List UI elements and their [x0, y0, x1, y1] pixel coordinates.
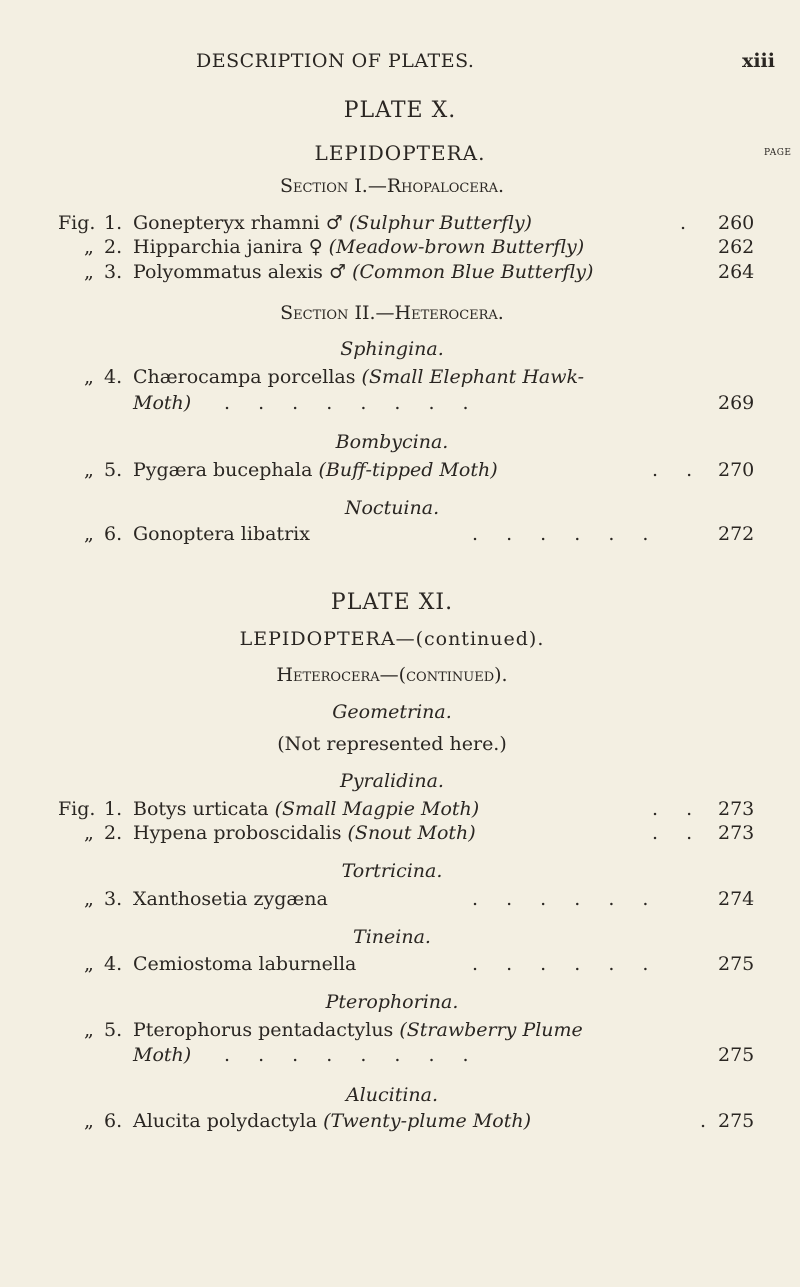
entry-page: 275: [718, 953, 755, 975]
common-name: (Sulphur Butterfly): [348, 212, 532, 234]
leader-dots: . . . . . . . .: [224, 392, 480, 414]
leader-dots: .: [700, 1110, 707, 1132]
entry-page: 262: [718, 236, 755, 258]
family-heading: Pterophorina.: [325, 991, 459, 1013]
page-column-label: PAGE: [764, 148, 792, 158]
family-heading: Tineina.: [353, 926, 431, 948]
plate-xi-section: Heterocera—(continued).: [276, 664, 508, 686]
entry-text: [133, 953, 356, 975]
entry-number: 5.: [104, 1019, 123, 1041]
entry-text: [133, 236, 584, 258]
species-name: Pterophorus pentadactylus: [133, 1019, 394, 1041]
entry-number: 4.: [104, 953, 123, 975]
entry-number: 3.: [104, 888, 123, 910]
common-name: (Twenty-plume Moth): [323, 1110, 532, 1132]
ditto-mark: „: [84, 459, 94, 481]
species-name: Hipparchia janira: [133, 236, 303, 258]
species-name: Cemiostoma laburnella: [133, 953, 357, 975]
plate-x-section-2: Section II.—Heterocera.: [280, 302, 504, 324]
entry-page: 275: [718, 1110, 755, 1132]
entry-page: 269: [718, 392, 755, 414]
entry-number: 2.: [104, 236, 123, 258]
leader-dots: .: [680, 212, 687, 234]
family-heading: Sphingina.: [340, 338, 444, 360]
sex-symbol: ♀: [308, 236, 323, 258]
common-name: (Common Blue Butterfly): [352, 261, 594, 283]
species-name: Gonoptera libatrix: [133, 523, 310, 545]
species-name: Alucita polydactyla: [133, 1110, 318, 1132]
fig-label: Fig.: [58, 212, 96, 234]
ditto-mark: „: [84, 523, 94, 545]
species-name: Botys urticata: [133, 798, 269, 820]
family-heading: Geometrina.: [332, 701, 452, 723]
entry-text: [133, 523, 310, 545]
ditto-mark: „: [84, 1110, 94, 1132]
ditto-mark: „: [84, 1019, 94, 1041]
species-name: Hypena proboscidalis: [133, 822, 342, 844]
page-number: xiii: [742, 50, 775, 72]
entry-number: 1.: [104, 212, 123, 234]
entry-number: 4.: [104, 366, 123, 388]
entry-number: 2.: [104, 822, 123, 844]
entry-page: 272: [718, 523, 755, 545]
family-heading: Alucitina.: [345, 1084, 439, 1106]
common-name-continued: Moth): [133, 392, 192, 414]
species-name: Pygæra bucephala: [133, 459, 313, 481]
ditto-mark: „: [84, 236, 94, 258]
common-name: (Small Magpie Moth): [274, 798, 480, 820]
leader-dots: . . . . . .: [472, 888, 660, 910]
leader-dots: . .: [652, 459, 704, 481]
ditto-mark: „: [84, 366, 94, 388]
ditto-mark: „: [84, 822, 94, 844]
plate-xi-order: LEPIDOPTERA—(continued).: [239, 628, 545, 650]
family-heading: Pyralidina.: [340, 770, 444, 792]
common-name: (Snout Moth): [347, 822, 476, 844]
entry-number: 5.: [104, 459, 123, 481]
species-name: Chærocampa porcellas: [133, 366, 356, 388]
entry-number: 6.: [104, 1110, 123, 1132]
entry-page: 273: [718, 798, 755, 820]
entry-page: 273: [718, 822, 755, 844]
plate-x-title: PLATE X.: [343, 98, 457, 123]
plate-xi-note: (Not represented here.): [277, 733, 507, 755]
plate-xi-title: PLATE XI.: [330, 590, 454, 615]
entry-number: 6.: [104, 523, 123, 545]
entry-page: 270: [718, 459, 755, 481]
species-name: Polyommatus alexis: [133, 261, 323, 283]
common-name: (Meadow-brown Butterfly): [328, 236, 585, 258]
entry-text: [133, 888, 328, 910]
family-heading: Bombycina.: [335, 431, 449, 453]
ditto-mark: „: [84, 953, 94, 975]
family-heading: Noctuina.: [344, 497, 440, 519]
running-header-title: DESCRIPTION OF PLATES.: [196, 50, 475, 72]
leader-dots: . .: [652, 822, 704, 844]
common-name: (Buff-tipped Moth): [318, 459, 498, 481]
leader-dots: . .: [652, 798, 704, 820]
plate-x-order: LEPIDOPTERA.: [314, 141, 486, 165]
common-name: (Small Elephant Hawk-: [361, 366, 585, 388]
entry-number: 1.: [104, 798, 123, 820]
entry-text: [133, 822, 476, 844]
ditto-mark: „: [84, 261, 94, 283]
entry-page: 274: [718, 888, 755, 910]
fig-label: Fig.: [58, 798, 96, 820]
entry-text: [133, 261, 593, 283]
entry-text: [133, 366, 584, 388]
leader-dots: . . . . . .: [472, 523, 660, 545]
entry-page: 260: [718, 212, 755, 234]
species-name: Gonepteryx rhamni: [133, 212, 320, 234]
entry-text: [133, 1110, 531, 1132]
ditto-mark: „: [84, 888, 94, 910]
common-name-continued: Moth): [133, 1044, 192, 1066]
entry-page: 264: [718, 261, 755, 283]
entry-page: 275: [718, 1044, 755, 1066]
leader-dots: . . . . . . . .: [224, 1044, 480, 1066]
plate-x-section-1: Section I.—Rhopalocera.: [279, 175, 505, 197]
family-heading: Tortricina.: [341, 860, 443, 882]
common-name: (Strawberry Plume: [399, 1019, 583, 1041]
entry-text: [133, 459, 498, 481]
entry-text: [133, 1019, 583, 1041]
entry-text: [133, 798, 479, 820]
entry-text: [133, 212, 532, 234]
sex-symbol: ♂: [328, 261, 347, 283]
species-name: Xanthosetia zygæna: [133, 888, 328, 910]
sex-symbol: ♂: [325, 212, 343, 234]
entry-number: 3.: [104, 261, 123, 283]
leader-dots: . . . . . .: [472, 953, 660, 975]
